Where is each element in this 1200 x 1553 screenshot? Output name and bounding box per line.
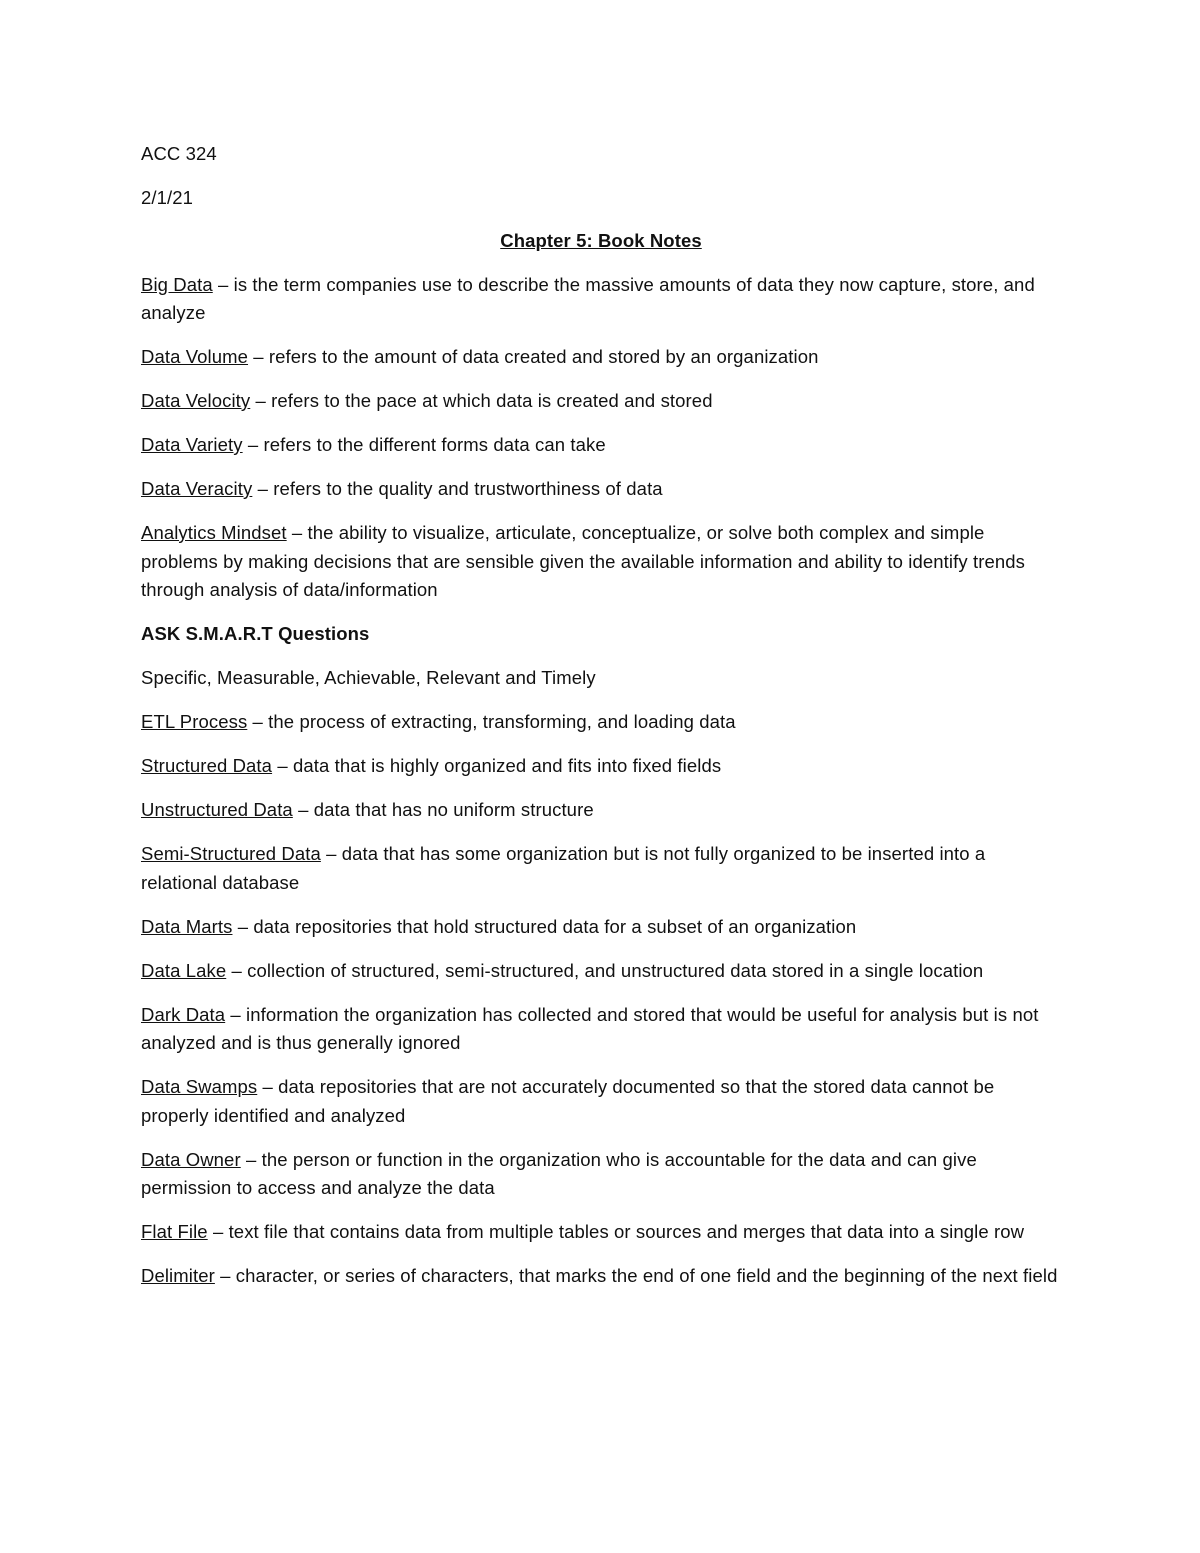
term: ETL Process	[141, 711, 248, 732]
term: Data Velocity	[141, 390, 251, 411]
definition-big-data	[141, 271, 1061, 328]
definition-data-volume	[141, 343, 1061, 372]
definition: – refers to the pace at which data is created and stored	[250, 390, 713, 411]
term: Data Variety	[141, 434, 243, 455]
definition-data-velocity	[141, 387, 1061, 416]
definition-data-marts	[141, 913, 1061, 942]
course-code: ACC 324	[141, 143, 217, 164]
definition-data-owner	[141, 1146, 1061, 1203]
definition-structured-data	[141, 752, 1061, 781]
definition-semi-structured-data	[141, 840, 1061, 897]
term: Analytics Mindset	[141, 522, 287, 543]
definition-data-variety	[141, 431, 1061, 460]
definition: – refers to the quality and trustworthiness of data	[252, 478, 663, 499]
definition-data-lake	[141, 957, 1061, 986]
term: Data Volume	[141, 346, 249, 367]
definition: – the process of extracting, transforming, and loading data	[247, 711, 736, 732]
term: Big Data	[141, 273, 213, 295]
term: Data Lake	[141, 959, 227, 981]
smart-text: Specific, Measurable, Achievable, Relevant and Timely	[141, 667, 596, 688]
definition-delimiter	[141, 1262, 1061, 1291]
definition: – is the term companies use to describe the massive amounts of data they now capture, store, and analyze	[141, 273, 1035, 323]
definition: – refers to the different forms data can take	[242, 434, 606, 455]
page-title: Chapter 5: Book Notes	[500, 230, 702, 251]
term: Semi-Structured Data	[141, 843, 321, 864]
definition-dark-data	[141, 1001, 1061, 1058]
definition: – data repositories that hold structured data for a subset of an organization	[232, 915, 857, 937]
term: Data Veracity	[141, 478, 253, 499]
definition-data-swamps	[141, 1073, 1061, 1130]
definition: – data repositories that are not accurately documented so that the stored data cannot be properly identified and analyzed	[141, 1076, 995, 1126]
term: Dark Data	[141, 1003, 226, 1025]
definition: – character, or series of characters, that marks the end of one field and the beginning of the next field	[214, 1265, 1058, 1286]
term: Data Owner	[141, 1148, 241, 1170]
note-date: 2/1/21	[141, 186, 194, 208]
definition: – data that has some organization but is not fully organized to be inserted into a relational database	[141, 843, 986, 893]
term: Flat File	[141, 1221, 208, 1242]
definition-etl-process	[141, 708, 1061, 737]
term: Delimiter	[141, 1265, 215, 1286]
definition-flat-file	[141, 1218, 1061, 1247]
definition-unstructured-data	[141, 796, 1061, 825]
definition: – the ability to visualize, articulate, conceptualize, or solve both complex and simple problems by making decisions that are sensible given the available information and ability to identify trends through analysis of data/information	[141, 522, 1025, 600]
definition: – data that is highly organized and fits into fixed fields	[272, 755, 722, 776]
term: Data Marts	[141, 915, 233, 937]
definition: – the person or function in the organization who is accountable for the data and can give permission to access and analyze the data	[141, 1148, 977, 1198]
term: Data Swamps	[141, 1076, 258, 1097]
notes-body	[141, 140, 1061, 1306]
definition: – data that has no uniform structure	[292, 799, 594, 820]
definition: – collection of structured, semi-structured, and unstructured data stored in a single location	[226, 959, 984, 981]
definition: – text file that contains data from multiple tables or sources and merges that data into a single row	[207, 1221, 1025, 1242]
definition-data-veracity	[141, 475, 1061, 504]
definition: – refers to the amount of data created and stored by an organization	[248, 346, 819, 367]
smart-heading: ASK S.M.A.R.T Questions	[141, 623, 370, 644]
term: Structured Data	[141, 755, 273, 776]
term: Unstructured Data	[141, 799, 293, 820]
definition: – information the organization has collected and stored that would be useful for analysis but is not analyzed and is thus generally ignored	[141, 1003, 1039, 1053]
definition-analytics-mindset	[141, 519, 1061, 605]
